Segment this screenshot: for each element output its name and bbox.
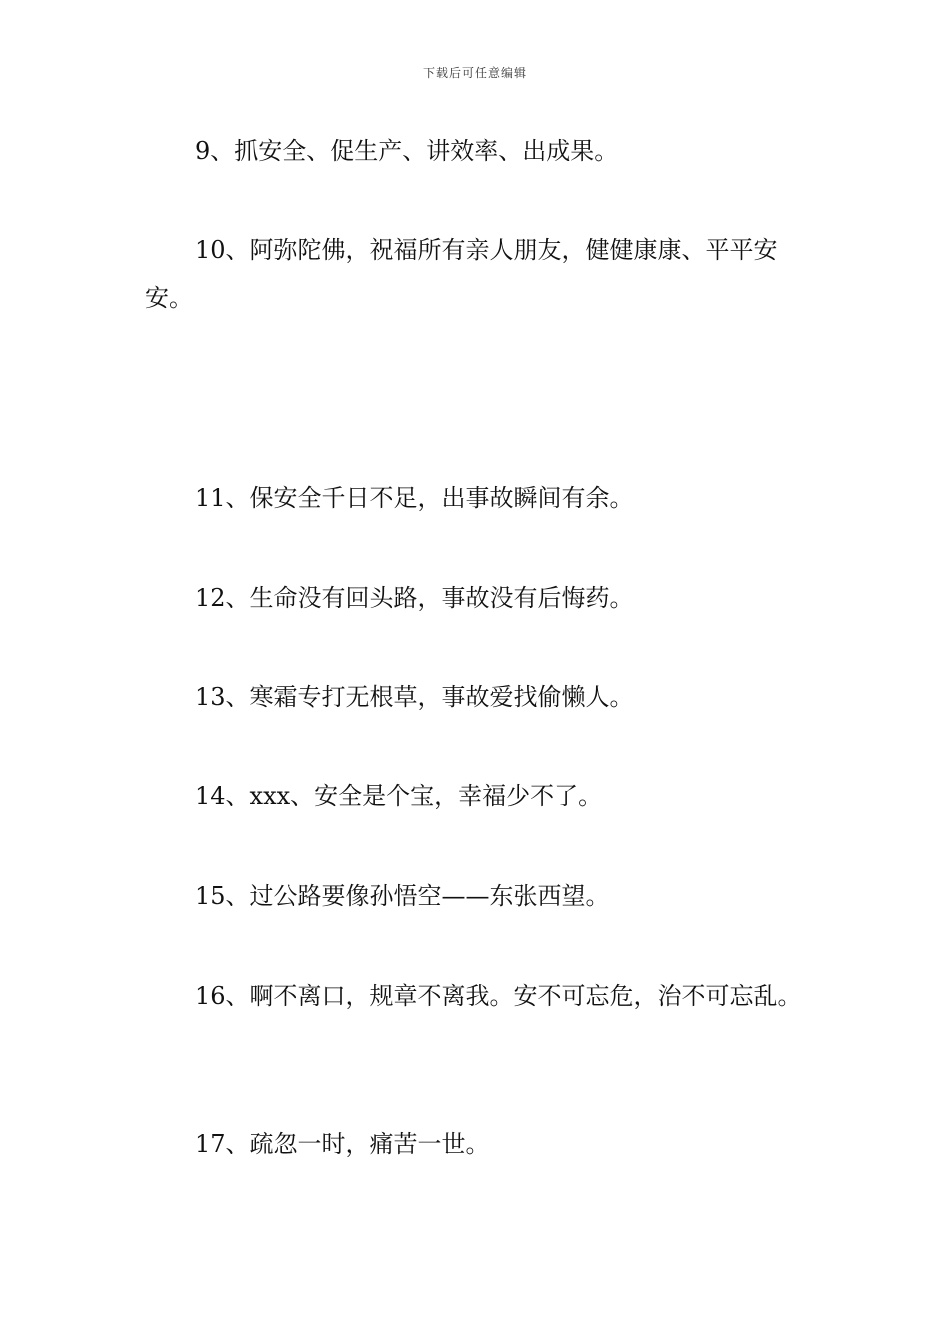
page-header-note: 下载后可任意编辑 <box>422 66 527 80</box>
slogan-paragraph-11: 11、保安全千日不足，出事故瞬间有余。 <box>195 484 634 512</box>
slogan-paragraph-16: 16、啊不离口，规章不离我。安不可忘危，治不可忘乱。 <box>195 982 802 1010</box>
slogan-paragraph-9: 9、抓安全、促生产、讲效率、出成果。 <box>195 137 619 165</box>
slogan-paragraph-15: 15、过公路要像孙悟空——东张西望。 <box>195 882 610 910</box>
slogan-paragraph-17: 17、疏忽一时，痛苦一世。 <box>195 1130 490 1158</box>
slogan-paragraph-13: 13、寒霜专打无根草，事故爱找偷懒人。 <box>195 683 634 711</box>
slogan-paragraph-10: 10、阿弥陀佛，祝福所有亲人朋友，健健康康、平平安安。 <box>145 236 778 312</box>
slogan-paragraph-14: 14、xxx、安全是个宝，幸福少不了。 <box>195 782 603 810</box>
slogan-paragraph-12: 12、生命没有回头路，事故没有后悔药。 <box>195 584 634 612</box>
